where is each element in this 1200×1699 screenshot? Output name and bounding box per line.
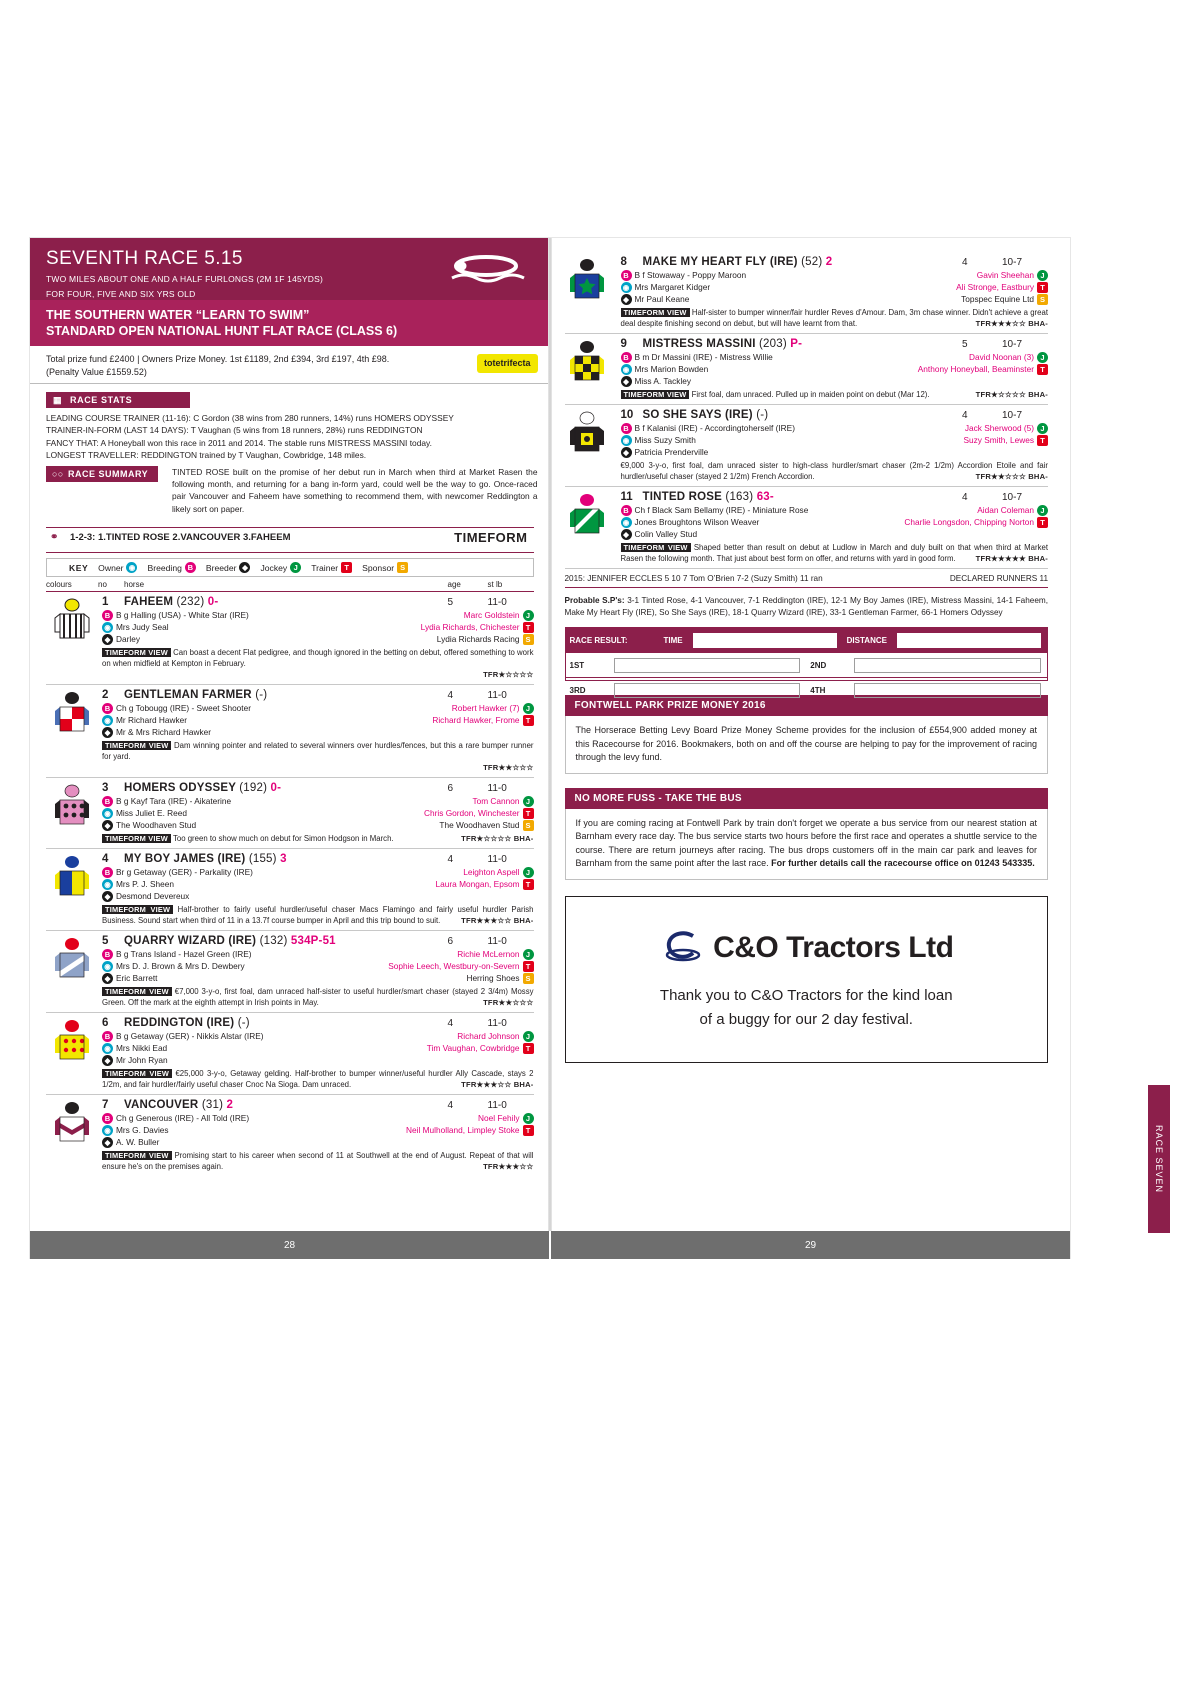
- runner-trainer: Richard Hawker, Frome: [432, 715, 520, 726]
- jockey-silks-icon: [52, 1101, 92, 1147]
- col-colours: colours: [46, 580, 72, 590]
- footer-page-right: 29: [551, 1231, 1070, 1259]
- runner-age: 4: [447, 690, 454, 702]
- runner-row[interactable]: [46, 931, 534, 1013]
- owner-icon: ◉: [102, 1043, 113, 1054]
- trainer-icon: T: [523, 1125, 534, 1136]
- runner-age: 5: [962, 339, 968, 350]
- jockey-icon: J: [1037, 352, 1048, 363]
- breeder-icon: ◆: [621, 529, 632, 540]
- runner-weight: 11-0: [487, 854, 507, 866]
- runner-number: 10: [620, 409, 634, 421]
- owner-icon: ◉: [102, 715, 113, 726]
- runner-row[interactable]: [46, 1095, 534, 1176]
- race-stats-body: [30, 412, 548, 466]
- race-result-box[interactable]: [565, 627, 1049, 695]
- runner-jockey: Aidan Coleman: [977, 505, 1034, 515]
- runner-jockey: Robert Hawker (7): [451, 703, 520, 714]
- c-and-o-logo-icon: [659, 927, 705, 969]
- race-header: [30, 238, 548, 300]
- runner-number: 1: [102, 596, 109, 609]
- jockey-icon: J: [523, 1031, 534, 1042]
- key-item-sponsor: Sponsor S: [362, 562, 408, 573]
- runner-name: SO SHE SAYS (IRE) (-): [642, 409, 769, 421]
- jockey-icon: J: [523, 949, 534, 960]
- breeding-icon: B: [621, 423, 632, 434]
- runner-breeder: A. W. Buller: [116, 1137, 160, 1148]
- runner-breeder: Mr Paul Keane: [634, 294, 690, 304]
- bha-rating: BHA-: [1028, 554, 1048, 563]
- timeform-rating: TFR★☆☆☆☆: [975, 390, 1027, 399]
- jockey-silks-icon: [52, 855, 92, 901]
- runner-breeder: The Woodhaven Stud: [116, 820, 197, 831]
- advert-box: [565, 896, 1049, 1063]
- timeform-rating: TFR★★★☆☆: [975, 319, 1027, 328]
- timeform-view: TIMEFORM VIEW Half-brother to fairly useful hurdler/useful chaser Macs Flamingo and fairly useful hurdler Parish Business. Sound start when third of 11 in a 13.7f course bumper in April and this trip bound to suit. TFR★★★☆☆ BHA-: [102, 905, 534, 926]
- timeform-view: TIMEFORM VIEW Half-sister to bumper winner/fair hurdler Reves d'Amour. Dam, 3m chase winner. Didn't achieve a great deal despite finishing second on debut, but will have learnt from that. TFR★★★☆☆ BHA-: [620, 308, 1048, 328]
- sponsor-icon: S: [397, 562, 408, 573]
- key-item-breeding: Breeding B: [147, 562, 195, 573]
- timeform-view: TIMEFORM VIEW Shaped better than result on debut at Ludlow in March and duly built on that when third at Market Rasen the following month. That just about best form on offer, and returns with yard in good form. TFR★★★★★ BHA-: [620, 543, 1049, 563]
- first-input[interactable]: [614, 658, 801, 673]
- runner-jockey: Noel Fehily: [477, 1113, 520, 1124]
- timeform-rating: TFR★★☆☆☆: [975, 472, 1027, 481]
- runner-breeding: B g Getaway (GER) - Nikkis Alstar (IRE): [116, 1031, 264, 1042]
- race-sponsor-name: THE SOUTHERN WATER “LEARN TO SWIM” STANDARD OPEN NATIONAL HUNT FLAT RACE (CLASS 6): [30, 300, 548, 346]
- trainer-icon: T: [1037, 517, 1048, 528]
- key-legend: [46, 558, 534, 577]
- breeder-icon: ◆: [102, 1137, 113, 1148]
- bar-chart-icon: ▦: [53, 395, 63, 405]
- timeform-view: TIMEFORM VIEW Promising start to his career when second of 11 at Southwell at the end of August. Repeat of that will ensure he's on the premises again. TFR★★★☆☆: [102, 1151, 534, 1172]
- runner-jockey: Leighton Aspell: [463, 867, 520, 878]
- runner-name: MY BOY JAMES (IRE) (155) 3: [124, 853, 287, 866]
- runner-row[interactable]: [565, 334, 1049, 405]
- owner-icon: ◉: [102, 879, 113, 890]
- runner-number: 8: [620, 256, 627, 268]
- breeding-icon: B: [102, 949, 113, 960]
- owner-icon: ◉: [102, 808, 113, 819]
- col-age: age: [447, 580, 461, 590]
- runner-breeder: Mr John Ryan: [116, 1055, 168, 1066]
- runner-breeder: Mr & Mrs Richard Hawker: [116, 727, 211, 738]
- timeform-rating: TFR★★★☆☆: [461, 916, 512, 926]
- bha-rating: BHA-: [1028, 472, 1048, 481]
- runner-weight: 11-0: [487, 1018, 507, 1030]
- runner-trainer: Tim Vaughan, Cowbridge: [426, 1043, 520, 1054]
- breeder-icon: ◆: [102, 820, 113, 831]
- jockey-silks-icon: [567, 493, 607, 539]
- second-input[interactable]: [854, 658, 1041, 673]
- runner-owner: Mrs G. Davies: [116, 1125, 169, 1136]
- timeform-rating: TFR★★☆☆☆: [483, 998, 534, 1008]
- time-input[interactable]: [693, 633, 837, 648]
- advert-line-2: of a buggy for our 2 day festival.: [699, 1011, 913, 1028]
- timeform-view: TIMEFORM VIEW First foal, dam unraced. Pulled up in maiden point on debut (Mar 12). TFR★☆☆☆☆ BHA-: [621, 389, 1049, 400]
- breeding-icon: B: [102, 1031, 113, 1042]
- trainer-icon: T: [341, 562, 352, 573]
- advert-title: C&O Tractors Ltd: [659, 927, 953, 969]
- jockey-icon: J: [523, 610, 534, 621]
- jockey-icon: J: [1037, 505, 1048, 516]
- tips-text: 1-2-3: 1.TINTED ROSE 2.VANCOUVER 3.FAHEEM: [70, 532, 291, 544]
- runner-name: REDDINGTON (IRE) (-): [124, 1017, 250, 1030]
- runner-number: 2: [102, 689, 109, 702]
- timeform-rating: TFR★★★☆☆: [461, 1080, 512, 1090]
- runner-breeder: Eric Barrett: [116, 973, 158, 984]
- runner-name: MAKE MY HEART FLY (IRE) (52) 2: [642, 256, 833, 268]
- runner-owner: Mrs Judy Seal: [116, 622, 169, 633]
- runner-jockey: David Noonan (3): [968, 352, 1034, 362]
- runner-trainer: Lydia Richards, Chichester: [420, 622, 520, 633]
- runner-breeding: Br g Getaway (GER) - Parkality (IRE): [116, 867, 253, 878]
- sponsor-icon: S: [523, 973, 534, 984]
- runner-breeding: Ch g Generous (IRE) - All Told (IRE): [116, 1113, 250, 1124]
- fourth-label: 4TH: [810, 685, 826, 695]
- jockey-silks-icon: [52, 784, 92, 830]
- runner-name: GENTLEMAN FARMER (-): [124, 689, 268, 702]
- timeform-view: €9,000 3-y-o, first foal, dam unraced sister to high-class hurdler/smart chaser (2m-2 1/2m) Accordion Etoile and fair hurdler/useful chaser (stayed 2 1/2m) French Accordion. TFR★★☆☆☆ BHA-: [620, 461, 1048, 481]
- jockey-icon: J: [1037, 423, 1048, 434]
- trainer-icon: T: [523, 961, 534, 972]
- race-stats-heading: ▦ RACE STATS: [46, 392, 190, 408]
- breeder-icon: ◆: [102, 634, 113, 645]
- breeding-icon: B: [185, 562, 196, 573]
- jockey-silks-icon: [52, 691, 92, 737]
- jockey-icon: J: [523, 867, 534, 878]
- runner-number: 3: [102, 782, 109, 795]
- runner-sponsor: Lydia Richards Racing: [436, 634, 520, 645]
- breeder-icon: ◆: [621, 294, 632, 305]
- runner-breeding: B f Stowaway - Poppy Maroon: [634, 270, 747, 280]
- breeder-icon: ◆: [102, 973, 113, 984]
- breeder-icon: ◆: [621, 447, 632, 458]
- breeding-icon: B: [102, 610, 113, 621]
- owner-icon: ◉: [102, 1125, 113, 1136]
- stat-line: TRAINER-IN-FORM (LAST 14 DAYS): T Vaughan (5 wins from 18 runners, 28%) runs REDDINGTON: [46, 425, 423, 436]
- runner-row[interactable]: [46, 592, 534, 685]
- key-item-trainer: Trainer T: [311, 562, 352, 573]
- runner-row[interactable]: [46, 778, 534, 849]
- runner-trainer: Charlie Longsdon, Chipping Norton: [904, 517, 1034, 527]
- jockey-icon: J: [523, 1113, 534, 1124]
- runner-age: 6: [447, 936, 454, 948]
- runner-breeding: Ch f Black Sam Bellamy (IRE) - Miniature Rose: [634, 505, 809, 515]
- trainer-icon: T: [523, 1043, 534, 1054]
- runner-owner: Mrs Margaret Kidger: [634, 282, 711, 292]
- totetrifecta-badge: totetrifecta: [477, 354, 538, 373]
- runner-jockey: Richard Johnson: [457, 1031, 520, 1042]
- race-summary: [30, 466, 548, 522]
- third-input[interactable]: [614, 683, 801, 698]
- runner-row[interactable]: [46, 1013, 534, 1095]
- last-year-result: [565, 569, 1049, 588]
- bha-rating: BHA-: [513, 916, 534, 926]
- race-summary-heading: ○○ RACE SUMMARY: [46, 466, 158, 482]
- runner-trainer: Sophie Leech, Westbury-on-Severn: [388, 961, 520, 972]
- second-label: 2ND: [810, 660, 827, 670]
- runner-owner: Miss Juliet E. Reed: [116, 808, 188, 819]
- runner-trainer: Ali Stronge, Eastbury: [956, 282, 1034, 292]
- runner-row[interactable]: [565, 252, 1049, 334]
- runner-trainer: Chris Gordon, Winchester: [424, 808, 520, 819]
- distance-input[interactable]: [897, 633, 1041, 648]
- runner-weight: 11-0: [487, 783, 507, 795]
- runner-breeder: Darley: [116, 634, 140, 645]
- prize-money-row: [30, 346, 548, 384]
- key-item-breeder: Breeder ◆: [206, 562, 251, 573]
- bus-body: [565, 809, 1049, 880]
- probable-sp-label: Probable S.P's:: [564, 596, 625, 605]
- breeding-icon: B: [621, 352, 632, 363]
- stat-line: LONGEST TRAVELLER: REDDINGTON trained by T Vaughan, Cowbridge, 148 miles.: [46, 450, 367, 461]
- runner-age: 4: [962, 410, 968, 421]
- timeform-rating: TFR★★☆☆☆: [483, 763, 534, 773]
- runner-row[interactable]: [46, 685, 534, 778]
- runner-row[interactable]: [565, 487, 1049, 569]
- tips-row: [46, 527, 534, 553]
- runner-trainer: Laura Mongan, Epsom: [435, 879, 520, 890]
- breeder-icon: ◆: [239, 562, 250, 573]
- trainer-icon: T: [523, 808, 534, 819]
- runner-owner: Mrs Marion Bowden: [634, 364, 709, 374]
- runner-owner: Mrs P. J. Sheen: [116, 879, 174, 890]
- runner-owner: Mr Richard Hawker: [116, 715, 187, 726]
- trainer-icon: T: [1037, 282, 1048, 293]
- right-page: [549, 238, 1071, 1258]
- runner-age: 5: [447, 597, 454, 609]
- col-stlb: st lb: [487, 580, 503, 590]
- runner-jockey: Richie McLernon: [457, 949, 520, 960]
- glasses-icon: ○○: [52, 468, 64, 479]
- runner-weight: 11-0: [487, 1100, 507, 1112]
- runner-breeder: Patricia Prenderville: [634, 447, 709, 457]
- probable-sp-text: 3-1 Tinted Rose, 4-1 Vancouver, 7-1 Reddington (IRE), 12-1 My Boy James (IRE), Mistress Massini, 14-1 Faheem, Make My Heart Fly (IRE), So She Says (IRE), 18-1 Quarry Wizard (IRE), 33-1 Gentleman Farmer, 66-1 Homers Odyssey: [564, 596, 1048, 617]
- runner-number: 4: [102, 853, 109, 866]
- runner-age: 4: [962, 492, 968, 503]
- runner-jockey: Marc Goldstein: [463, 610, 520, 621]
- race-distance: TWO MILES ABOUT ONE AND A HALF FURLONGS (2M 1F 145YDS): [46, 274, 324, 284]
- key-item-jockey: Jockey J: [260, 562, 301, 573]
- bus-text: If you are coming racing at Fontwell Park by train don't forget we operate a bus service from our nearest station at Barnham every race day. The bus service starts two hours before the first race and operates a shuttle service to the course. There are return journeys after racing. The bus drops customers off in the main car park and leaves for Barnham from the same point after the last race.: [575, 817, 1037, 868]
- first-label: 1ST: [569, 660, 585, 670]
- runner-owner: Jones Broughtons Wilson Weaver: [634, 517, 760, 527]
- owner-icon: ◉: [621, 435, 632, 446]
- swimmer-icon: [438, 248, 538, 290]
- race-result-title: RACE RESULT:: [569, 635, 628, 645]
- trainer-icon: T: [523, 715, 534, 726]
- jockey-silks-icon: [567, 340, 607, 386]
- jockey-silks-icon: [567, 411, 607, 457]
- breeder-icon: ◆: [102, 727, 113, 738]
- runner-name: MISTRESS MASSINI (203) P-: [642, 338, 803, 350]
- bha-rating: BHA-: [1028, 319, 1048, 328]
- owner-icon: ◉: [102, 961, 113, 972]
- runner-name: QUARRY WIZARD (IRE) (132) 534P-51: [124, 935, 336, 948]
- sponsor-icon: S: [523, 820, 534, 831]
- breeding-icon: B: [102, 796, 113, 807]
- runner-weight: 10-7: [1002, 257, 1023, 268]
- timeform-view: TIMEFORM VIEW Can boast a decent Flat pedigree, and though ignored in the betting on debut, offered something to work on when midfield at Kempton in February. TFR★☆☆☆☆: [102, 648, 534, 680]
- runner-trainer: Neil Mulholland, Limpley Stoke: [406, 1125, 520, 1136]
- owner-icon: ◉: [621, 282, 632, 293]
- race-title: SEVENTH RACE 5.15: [46, 248, 243, 269]
- breeder-icon: ◆: [102, 1055, 113, 1066]
- owner-icon: ◉: [621, 517, 632, 528]
- runner-breeding: Ch g Tobougg (IRE) - Sweet Shooter: [116, 703, 251, 714]
- owner-icon: ◉: [126, 562, 137, 573]
- runner-jockey: Gavin Sheehan: [976, 270, 1034, 280]
- race-section-tab: RACE SEVEN: [1148, 1085, 1170, 1233]
- trainer-icon: T: [1037, 435, 1048, 446]
- runner-owner: Mrs Nikki Ead: [116, 1043, 168, 1054]
- runner-breeding: B g Trans Island - Hazel Green (IRE): [116, 949, 252, 960]
- trainer-icon: T: [523, 622, 534, 633]
- runner-sponsor: Topspec Equine Ltd: [961, 294, 1034, 304]
- distance-label: DISTANCE: [846, 635, 887, 645]
- runner-weight: 11-0: [487, 936, 507, 948]
- jockey-icon: J: [523, 703, 534, 714]
- last-year-winner: 2015: JENNIFER ECCLES 5 10 7 Tom O’Brien 7-2 (Suzy Smith) 11 ran: [564, 574, 823, 583]
- runner-row[interactable]: [46, 849, 534, 931]
- penalty-value: (Penalty Value £1559.52): [46, 367, 147, 377]
- advert-line-1: Thank you to C&O Tractors for the kind loan: [659, 987, 953, 1004]
- runner-owner: Mrs D. J. Brown & Mrs D. Dewbery: [116, 961, 245, 972]
- timeform-rating: TFR★☆☆☆☆: [461, 834, 512, 844]
- runner-breeding: B g Halling (USA) - White Star (IRE): [116, 610, 249, 621]
- prize-money-body: The Horserace Betting Levy Board Prize Money Scheme provides for the inclusion of £554,900 added money at this Racecourse for 2016. Bookmakers, both on and off the course are helping to pay for the improvement of racing through the levy fund.: [565, 716, 1049, 774]
- timeform-logo: TIMEFORM: [454, 530, 528, 546]
- runner-weight: 10-7: [1002, 492, 1023, 503]
- runner-breeder: Colin Valley Stud: [634, 529, 698, 539]
- runner-age: 4: [962, 257, 968, 268]
- timeform-view: TIMEFORM VIEW Too green to show much on debut for Simon Hodgson in March. TFR★☆☆☆☆ BHA-: [102, 833, 534, 844]
- runner-trainer: Anthony Honeyball, Beaminster: [917, 364, 1034, 374]
- runner-jockey: Jack Sherwood (5): [964, 423, 1034, 433]
- page-footer: [30, 1231, 1070, 1259]
- race-summary-text: TINTED ROSE built on the promise of her debut run in March when third at Market Rasen the following month, and returning for a bang in-form yard, could well be the way to go. Once-raced pair Vancouver and Faheem have something to recommend them, with newcomer Reddington a likely sort on paper.: [172, 466, 538, 514]
- jockey-icon: J: [1037, 270, 1048, 281]
- probable-sp: [565, 595, 1049, 619]
- runner-number: 5: [102, 935, 109, 948]
- jockey-silks-icon: [52, 937, 92, 983]
- col-horse: horse: [124, 580, 145, 590]
- runner-weight: 10-7: [1002, 339, 1023, 350]
- runner-age: 4: [447, 854, 454, 866]
- runner-breeder: Desmond Devereux: [116, 891, 190, 902]
- trainer-icon: T: [523, 879, 534, 890]
- runner-jockey: Tom Cannon: [472, 796, 520, 807]
- runner-breeding: B f Kalanisi (IRE) - Accordingtoherself (IRE): [634, 423, 795, 433]
- timeform-rating: TFR★★★☆☆: [483, 1162, 534, 1172]
- stat-line: FANCY THAT: A Honeyball won this race in 2011 and 2014. The stable runs MISTRESS MASSINI today.: [46, 437, 432, 448]
- breeding-icon: B: [621, 270, 632, 281]
- timeform-view: TIMEFORM VIEW €7,000 3-y-o, first foal, dam unraced half-sister to useful hurdler/smart chaser (stayed 2 3/4m) Mossy Green. Off the mark at the eighth attempt in Irish points in May. TFR★★☆☆☆: [102, 987, 534, 1008]
- third-label: 3RD: [569, 685, 586, 695]
- timeform-view: TIMEFORM VIEW Dam winning pointer and related to several winners over hurdles/fences, but this a rare bumper runner for yard. TFR★★☆☆☆: [102, 741, 534, 773]
- owner-icon: ◉: [102, 622, 113, 633]
- col-no: no: [98, 580, 107, 590]
- runner-weight: 11-0: [487, 597, 507, 609]
- runner-number: 9: [620, 338, 627, 350]
- bus-heading: NO MORE FUSS - TAKE THE BUS: [565, 788, 1049, 809]
- key-label: KEY: [69, 562, 89, 573]
- runner-trainer: Suzy Smith, Lewes: [963, 435, 1034, 445]
- runner-name: FAHEEM (232) 0-: [124, 596, 219, 609]
- owner-icon: ◉: [621, 364, 632, 375]
- trainer-icon: T: [1037, 364, 1048, 375]
- runner-age: 6: [447, 783, 454, 795]
- jockey-silks-icon: [567, 258, 607, 304]
- runner-weight: 10-7: [1002, 410, 1023, 421]
- sponsor-icon: S: [1037, 294, 1048, 305]
- bha-rating: BHA-: [513, 834, 534, 844]
- stat-line: LEADING COURSE TRAINER (11-16): C Gordon (38 wins from 280 runners, 14%) runs HOMERS ODYSSEY: [46, 413, 454, 423]
- sponsor-icon: S: [523, 634, 534, 645]
- left-page: [30, 238, 549, 1258]
- bus-contact: For further details call the racecourse office on 01243 543335.: [771, 858, 1035, 868]
- runner-age: 4: [447, 1018, 454, 1030]
- runner-sponsor: Herring Shoes: [466, 973, 520, 984]
- jockey-silks-icon: [52, 1019, 92, 1065]
- fourth-input[interactable]: [854, 683, 1041, 698]
- key-item-owner: Owner ◉: [98, 562, 137, 573]
- runner-breeding: B m Dr Massini (IRE) - Mistress Willie: [634, 352, 773, 362]
- time-label: TIME: [663, 635, 683, 645]
- runner-number: 11: [620, 491, 633, 503]
- breeding-icon: B: [621, 505, 632, 516]
- breeding-icon: B: [102, 703, 113, 714]
- runner-name: HOMERS ODYSSEY (192) 0-: [124, 782, 282, 795]
- race-conditions: FOR FOUR, FIVE AND SIX YRS OLD: [46, 289, 196, 299]
- timeform-view: TIMEFORM VIEW €25,000 3-y-o, Getaway gelding. Half-brother to bumper winner/useful hurdler Ally Cascade, stays 2 1/2m, and fair hurdler/fairly useful chaser Cnoc Na Sioga. Dam unraced. TFR★★★☆☆ BHA-: [102, 1069, 534, 1090]
- runner-breeder: Miss A. Tackley: [634, 376, 692, 386]
- timeform-rating: TFR★★★★★: [975, 554, 1027, 563]
- runner-sponsor: The Woodhaven Stud: [439, 820, 520, 831]
- bha-rating: BHA-: [513, 1080, 534, 1090]
- breeder-icon: ◆: [621, 376, 632, 387]
- runner-breeding: B g Kayf Tara (IRE) - Aikaterine: [116, 796, 232, 807]
- breeding-icon: B: [102, 1113, 113, 1124]
- pin-icon: ⚭: [50, 532, 59, 544]
- runner-column-headers: [46, 580, 534, 592]
- runner-number: 6: [102, 1017, 109, 1030]
- bha-rating: BHA-: [1028, 390, 1048, 399]
- breeder-icon: ◆: [102, 891, 113, 902]
- runner-name: TINTED ROSE (163) 63-: [642, 491, 774, 503]
- timeform-rating: TFR★☆☆☆☆: [483, 670, 534, 680]
- runner-row[interactable]: [565, 405, 1049, 487]
- declared-runners: DECLARED RUNNERS 11: [949, 574, 1048, 583]
- footer-page-left: 28: [30, 1231, 551, 1259]
- runner-number: 7: [102, 1099, 109, 1112]
- jockey-silks-icon: [52, 598, 92, 644]
- prize-total: Total prize fund £2400 | Owners Prize Money. 1st £1189, 2nd £394, 3rd £197, 4th £98.: [46, 354, 390, 364]
- runner-owner: Miss Suzy Smith: [634, 435, 696, 445]
- book-spine: [548, 238, 552, 1258]
- runner-weight: 11-0: [487, 690, 507, 702]
- runner-age: 4: [447, 1100, 454, 1112]
- breeding-icon: B: [102, 867, 113, 878]
- prize-money-heading: FONTWELL PARK PRIZE MONEY 2016: [565, 695, 1049, 716]
- jockey-icon: J: [523, 796, 534, 807]
- runner-name: VANCOUVER (31) 2: [124, 1099, 234, 1112]
- jockey-icon: J: [290, 562, 301, 573]
